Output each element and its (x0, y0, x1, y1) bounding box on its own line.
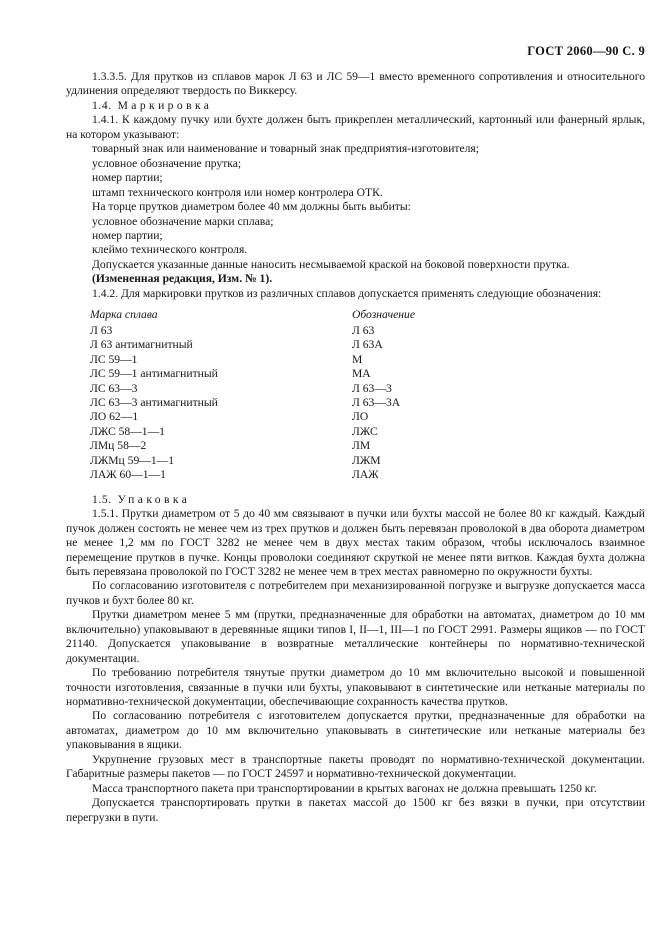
table-row (66, 353, 645, 367)
alloy-table-header-grade: Марка сплава (90, 308, 158, 322)
alloy-grade-cell: ЛС 63—3 (90, 381, 138, 395)
list-item-qc-mark: клеймо технического контроля. (92, 243, 248, 257)
table-row (66, 410, 645, 424)
spacer-after-table (66, 483, 645, 493)
section-number-1-4: 1.4. (92, 98, 112, 112)
alloy-designation-table (66, 308, 645, 482)
list-item-designation: условное обозначение прутка; (92, 156, 242, 170)
list-item-trademark: товарный знак или наименование и товарный знак предприятия-изготовителя; (92, 142, 479, 156)
alloy-designation-cell: ЛМ (352, 439, 371, 453)
paragraph-paint-marking: Допускается указанные данные наносить несмываемой краской на боковой поверхности прутка. (92, 257, 570, 271)
alloy-designation-cell: ЛЖС (352, 424, 378, 438)
page-header: ГОСТ 2060—90 С. 9 (527, 44, 645, 58)
paragraph-1-4-1: 1.4.1. К каждому пучку или бухте должен быть прикреплен металлический, картонный или фанерный ярлык, на котором указывают: (66, 113, 645, 141)
alloy-grade-cell: ЛАЖ 60—1—1 (90, 468, 166, 482)
table-row (66, 425, 645, 439)
section-heading-1-5 (66, 493, 645, 507)
table-row (66, 468, 645, 482)
list-item-batch-number: номер партии; (92, 171, 163, 185)
section-title-1-5: Упаковка (117, 492, 191, 506)
alloy-grade-cell: ЛО 62—1 (90, 410, 139, 424)
list-item-alloy-designation: условное обозначение марки сплава; (92, 214, 274, 228)
alloy-grade-cell: ЛС 59—1 (90, 352, 138, 366)
table-row (66, 454, 645, 468)
table-row (66, 439, 645, 453)
alloy-grade-cell: ЛС 59—1 антимагнитный (90, 367, 218, 381)
table-row (66, 382, 645, 396)
list-item-batch-number-2: номер партии; (92, 228, 163, 242)
paragraph-drawn-rods-packing: По требованию потребителя тянутые прутки диаметром до 10 мм включительно высокой и повышенной точности изготовления, связанные в пучки или бухты, упаковывают в синтетические или нетканые материалы по нормативно-технической документации, обеспечивающие сохранность качества прутков. (66, 666, 645, 709)
paragraph-automat-rods-packing: По согласованию потребителя с изготовителем допускается прутки, предназначенные для обработки на автоматах, диаметром до 10 мм включительно упаковывать в синтетические или нетканые материалы без упаковывания в ящики. (66, 709, 645, 752)
paragraph-transport-packets: Укрупнение грузовых мест в транспортные пакеты проводят по нормативно-технической документации. Габаритные размеры пакетов — по ГОСТ 24597 и нормативно-технической документации. (66, 752, 645, 781)
alloy-grade-cell: Л 63 (90, 323, 113, 337)
section-number-1-5: 1.5. (92, 492, 112, 506)
paragraph-1-3-3-5: 1.3.3.5. Для прутков из сплавов марок Л 63 и ЛС 59—1 вместо временного сопротивления и относительного удлинения определяют твердость по Виккерсу. (66, 70, 645, 98)
alloy-table-head (66, 308, 645, 323)
alloy-grade-cell: ЛС 63—3 антимагнитный (90, 395, 218, 409)
table-row (66, 324, 645, 338)
alloy-table-header-row (66, 308, 645, 323)
table-row (66, 367, 645, 381)
revision-note: (Измененная редакция, Изм. № 1). (92, 272, 273, 286)
table-row (66, 396, 645, 410)
paragraph-transport-allowance: Допускается транспортировать прутки в пакетах массой до 1500 кг без вязки в пучки, при отсутствии перегрузки в пути. (66, 796, 645, 824)
document-body (66, 70, 645, 825)
alloy-designation-cell: ЛАЖ (352, 468, 379, 482)
alloy-designation-cell: Л 63А (352, 338, 383, 352)
alloy-designation-cell: ЛЖМ (352, 453, 381, 467)
list-item-qc-stamp: штамп технического контроля или номер контролера ОТК. (92, 185, 383, 199)
alloy-designation-cell: М (352, 352, 363, 366)
alloy-designation-cell: Л 63—3 (352, 381, 392, 395)
paragraph-1-5-1: 1.5.1. Прутки диаметром от 5 до 40 мм связывают в пучки или бухты массой не более 80 кг каждый. Каждый пучок должен состоять не менее чем из трех прутков и должен быть перевязан проволокой в два оборота диаметром не менее 1,2 мм по ГОСТ 3282 не менее чем в двух местах таким образом, чтобы исключалось взаимное перемещение прутков в пучке. Концы проволоки соединяют скруткой не менее пяти витков. Каждая бухта должна быть перевязана проволокой по ГОСТ 3282 не менее чем в трех местах равномерно по окружности бухты. (66, 507, 645, 578)
alloy-designation-cell: ЛО (352, 410, 369, 424)
paragraph-end-face: На торце прутков диаметром более 40 мм должны быть выбиты: (92, 200, 411, 214)
table-row (66, 338, 645, 352)
alloy-designation-cell: МА (352, 367, 371, 381)
alloy-grade-cell: ЛЖМц 59—1—1 (90, 453, 175, 467)
alloy-table-body (66, 324, 645, 483)
paragraph-mechanized-loading: По согласованию изготовителя с потребителем при механизированной погрузке и выгрузке допускается масса пучков и бухт более 80 кг. (66, 579, 645, 607)
alloy-designation-cell: Л 63 (352, 323, 375, 337)
spacer-before-table (66, 301, 645, 308)
alloy-grade-cell: ЛМц 58—2 (90, 439, 147, 453)
paragraph-packet-mass: Масса транспортного пакета при транспортировании в крытых вагонах не должна превышать 1250 кг. (92, 781, 597, 795)
alloy-grade-cell: Л 63 антимагнитный (90, 338, 193, 352)
paragraph-small-diameter-packing: Прутки диаметром менее 5 мм (прутки, предназначенные для обработки на автоматах, диаметром до 10 мм включительно) упаковывают в деревянные ящики типов I, II—1, III—1 по ГОСТ 2991. Размеры ящиков — по ГОСТ 21140. Допускается упаковывание в возвратные металлические контейнеры по нормативно-технической документации. (66, 608, 645, 665)
section-heading-1-4 (66, 99, 645, 113)
section-title-1-4: Маркировка (117, 98, 213, 112)
alloy-table-header-designation: Обозначение (352, 308, 415, 322)
alloy-designation-cell: Л 63—3А (352, 395, 401, 409)
paragraph-1-4-2: 1.4.2. Для маркировки прутков из различных сплавов допускается применять следующие обозначения: (92, 286, 602, 300)
alloy-grade-cell: ЛЖС 58—1—1 (90, 424, 165, 438)
